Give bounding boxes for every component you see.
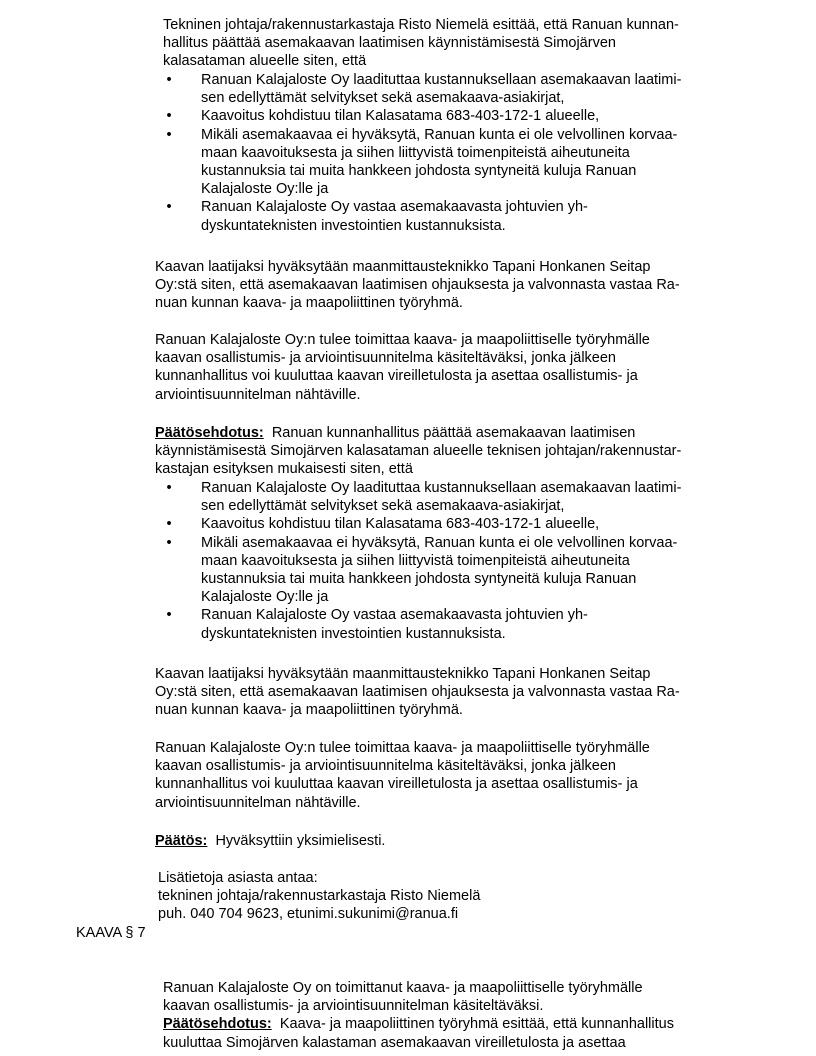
contact-info: Lisätietoja asiasta antaa: tekninen johtaja/rakennustarkastaja Risto Niemelä puh. 040 704 9623, etunimi.sukunimi@ranua.fi xyxy=(158,870,481,923)
section-2-bullets xyxy=(163,479,763,643)
decision-label: Päätös: xyxy=(155,833,208,849)
section-1-bullets xyxy=(163,71,763,235)
section-1-laatija-paragraph: Kaavan laatijaksi hyväksytään maanmittausteknikko Tapani Honkanen Seitap Oy:stä siten, että asemakaavan laatimisen ohjauksesta ja valvonnasta vastaa Ra- nuan kunnan kaava- ja maapoliittinen työryhmä. xyxy=(155,259,680,312)
bullet-icon: • xyxy=(166,108,172,125)
bullet-icon: • xyxy=(166,126,172,143)
list-item: • Mikäli asemakaavaa ei hyväksytä, Ranuan kunta ei ole velvollinen korvaa- maan kaavoituksesta ja siihen liittyvistä toimenpiteistä aiheutuneita kustannuksia tai muita hankkeen johdosta syntyneitä kuluja Ranuan Kalajaloste Oy:lle ja xyxy=(163,534,763,607)
bullet-icon: • xyxy=(166,199,172,216)
bullet-list xyxy=(163,479,763,643)
decision xyxy=(155,832,765,850)
section-1 xyxy=(163,16,763,71)
bullet-icon: • xyxy=(166,480,172,496)
section-2-proposal: Päätösehdotus: Ranuan kunnanhallitus päättää asemakaavan laatimisen käynnistämisestä Simojärven kalasataman alueelle teknisen johtajan/rakennustar- kastajan esityksen mukaisesti siten, että xyxy=(155,425,682,478)
list-item: • Mikäli asemakaavaa ei hyväksytä, Ranuan kunta ei ole velvollinen korvaa- maan kaavoituksesta ja siihen liittyvistä toimenpiteistä aiheutuneita kustannuksia tai muita hankkeen johdosta syntyneitä kuluja Ranuan Kalajaloste Oy:lle ja xyxy=(163,126,763,199)
section-2-laatija-paragraph: Kaavan laatijaksi hyväksytään maanmittausteknikko Tapani Honkanen Seitap Oy:stä siten, että asemakaavan laatimisen ohjauksesta ja valvonnasta vastaa Ra- nuan kunnan kaava- ja maapoliittinen työryhmä. xyxy=(155,666,680,719)
bullet-icon: • xyxy=(166,607,172,624)
list-item: • Kaavoitus kohdistuu tilan Kalasatama 683-403-172-1 alueelle, xyxy=(163,107,763,125)
proposal-label: Päätösehdotus: xyxy=(163,1016,272,1033)
list-item: • Ranuan Kalajaloste Oy laadituttaa kustannuksellaan asemakaavan laatimi- sen edellyttämät selvitykset sekä asemakaava-asiakirjat, xyxy=(163,479,763,515)
section-2-toimittaa-paragraph: Ranuan Kalajaloste Oy:n tulee toimittaa kaava- ja maapoliittiselle työryhmälle kaavan osallistumis- ja arviointisuunnitelma käsiteltäväksi, jonka jälkeen kunnanhallitus voi kuuluttaa kaavan vireilletulosta ja asettaa osallistumis- ja arviointisuunnitelman nähtäville. xyxy=(155,740,650,811)
section-3: Ranuan Kalajaloste Oy on toimittanut kaava- ja maapoliittiselle työryhmälle kaavan osallistumis- ja arviointisuunnitelman käsiteltäväksi. Päätösehdotus: Kaava- ja maapoliittinen työryhmä esittää, että kunnanhallitus kuuluttaa Simojärven kalastaman asemakaavan vireilletulosta ja asettaa xyxy=(163,980,674,1051)
bullet-icon: • xyxy=(166,534,172,551)
bullet-icon: • xyxy=(166,516,172,533)
decision-text: Hyväksyttiin yksimielisesti. xyxy=(215,833,386,849)
contact-phone-email: puh. 040 704 9623, etunimi.sukunimi@ranua.fi xyxy=(158,906,459,923)
list-item: • Ranuan Kalajaloste Oy vastaa asemakaavasta johtuvien yh- dyskuntateknisten investointien kustannuksista. xyxy=(163,198,763,234)
bullet-icon: • xyxy=(166,72,172,88)
intro-paragraph: Tekninen johtaja/rakennustarkastaja Risto Niemelä esittää, että Ranuan kunnan- hallitus päättää asemakaavan laatimisen käynnistämisestä Simojärven kalasataman alueelle siten, että xyxy=(163,17,679,70)
list-item: • Kaavoitus kohdistuu tilan Kalasatama 683-403-172-1 alueelle, xyxy=(163,515,763,533)
list-item: • Ranuan Kalajaloste Oy laadituttaa kustannuksellaan asemakaavan laatimi- sen edellyttämät selvitykset sekä asemakaava-asiakirjat, xyxy=(163,71,763,107)
section-1-toimittaa-paragraph: Ranuan Kalajaloste Oy:n tulee toimittaa kaava- ja maapoliittiselle työryhmälle kaavan osallistumis- ja arviointisuunnitelma käsiteltäväksi, jonka jälkeen kunnanhallitus voi kuuluttaa kaavan vireilletulosta ja asettaa osallistumis- ja arviointisuunnitelman nähtäville. xyxy=(155,332,650,403)
bullet-list xyxy=(163,71,763,235)
proposal-label: Päätösehdotus: xyxy=(155,425,264,441)
list-item: • Ranuan Kalajaloste Oy vastaa asemakaavasta johtuvien yh- dyskuntateknisten investointien kustannuksista. xyxy=(163,606,763,642)
section-heading: KAAVA § 7 xyxy=(76,925,146,941)
